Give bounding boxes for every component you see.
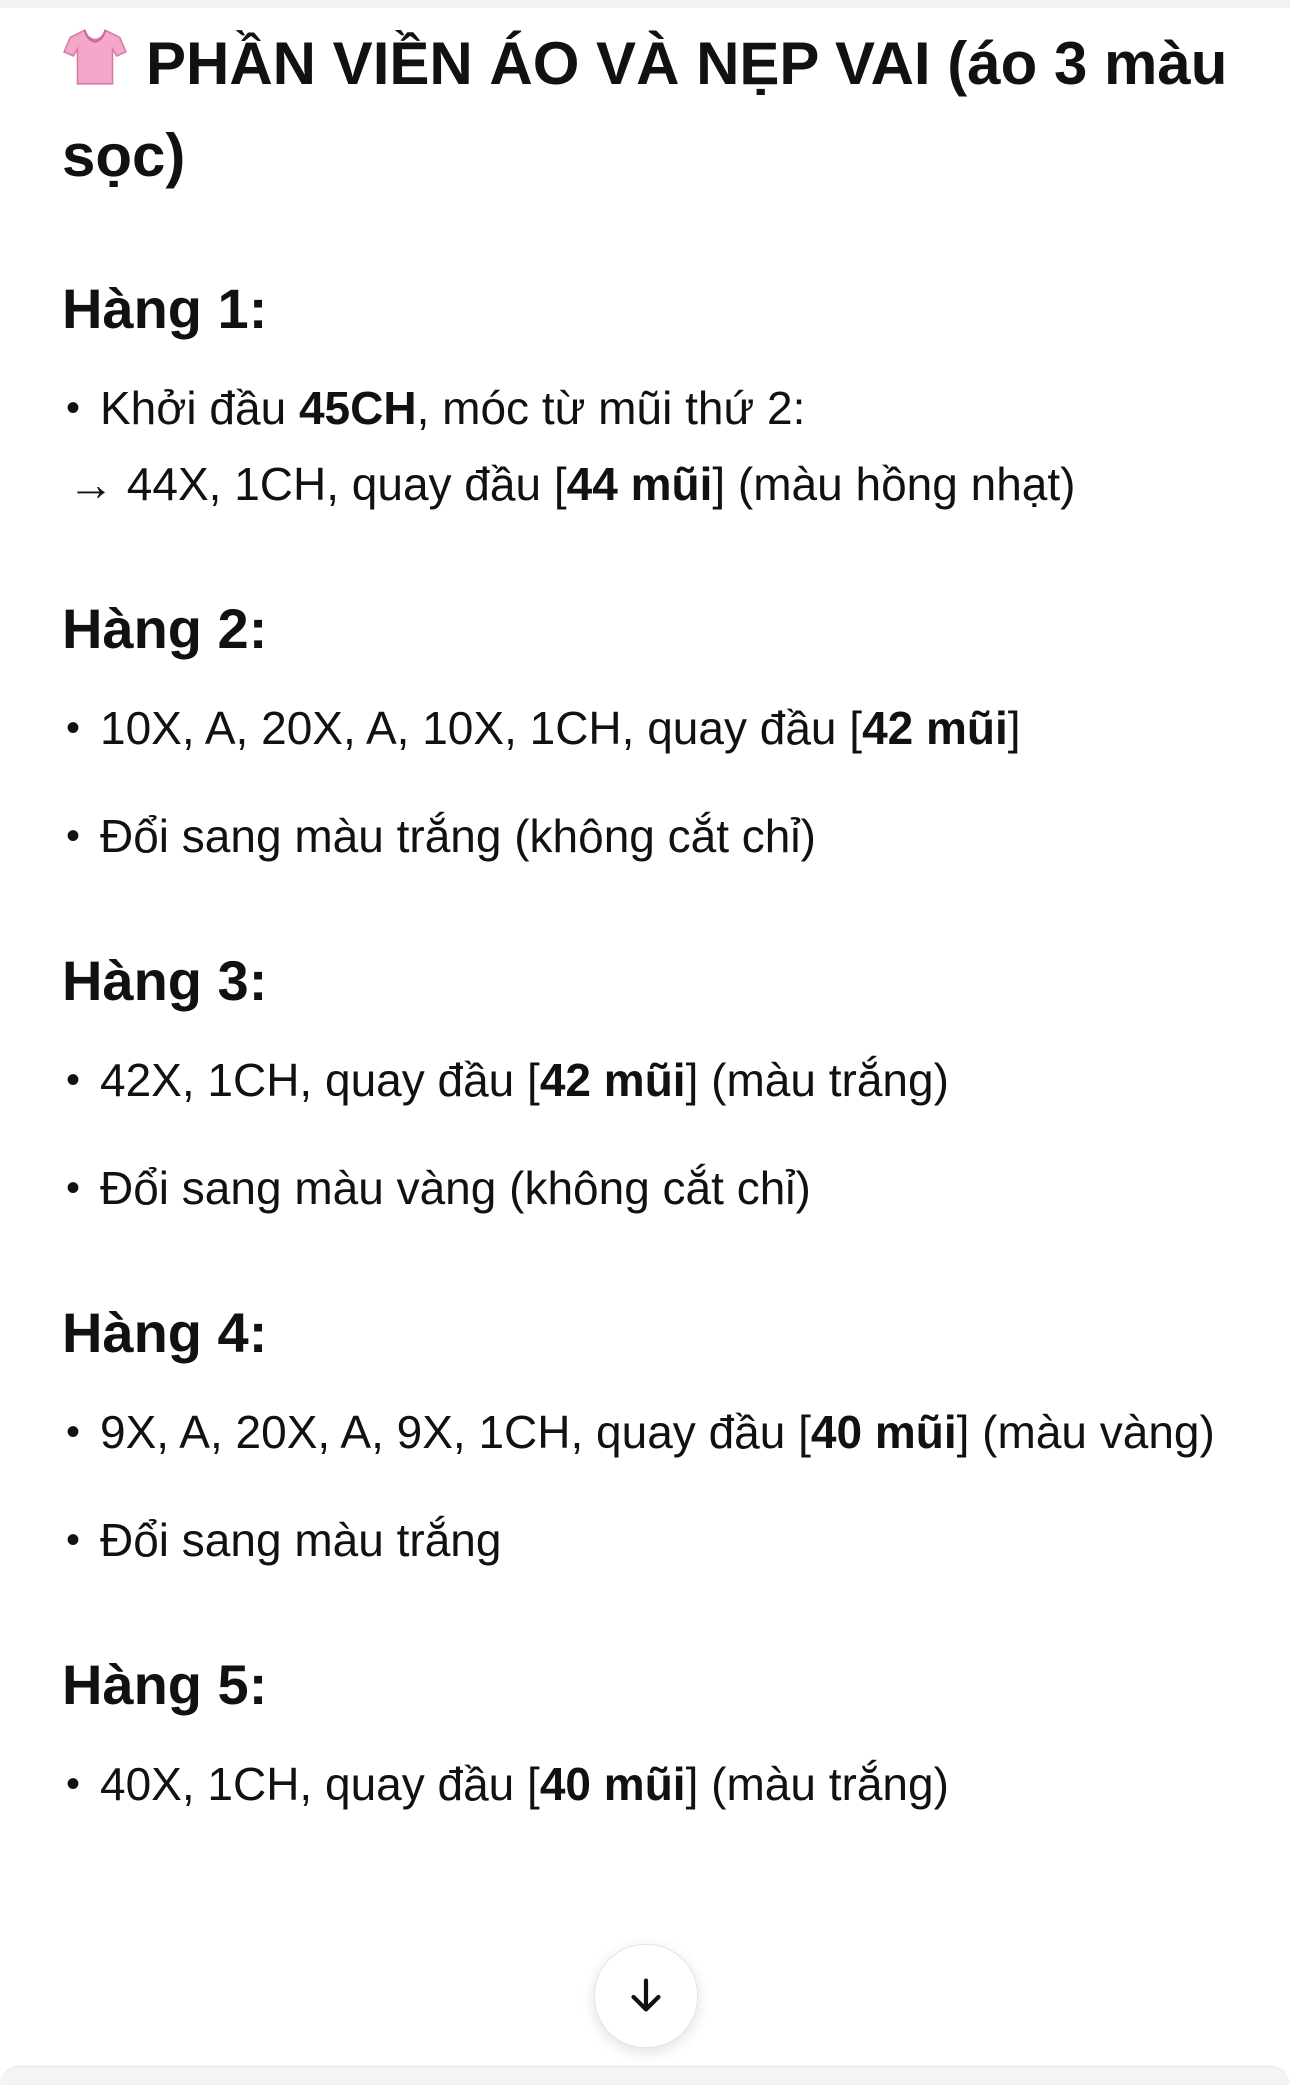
text-segment: ] (màu hồng nhạt) — [712, 458, 1076, 510]
bullet-icon: • — [66, 706, 81, 750]
bold-text: 45CH — [298, 382, 417, 434]
text-segment: ] (màu vàng) — [956, 1406, 1215, 1458]
row-heading: Hàng 1: — [62, 277, 268, 340]
bold-text: 40 mũi — [810, 1406, 957, 1458]
text-segment: Đổi sang màu trắng — [100, 1514, 502, 1566]
instruction-list — [62, 370, 1232, 522]
item-text — [100, 702, 1021, 754]
bullet-icon: • — [66, 1058, 81, 1102]
bullet-icon: • — [66, 814, 81, 858]
instruction-list — [62, 1746, 1232, 1822]
text-segment: 9X, A, 20X, A, 9X, 1CH, quay đầu [ — [100, 1406, 811, 1458]
bullet-icon: • — [66, 386, 81, 430]
list-item — [62, 370, 1232, 522]
text-segment: ] (màu trắng) — [685, 1054, 949, 1106]
text-segment: Đổi sang màu trắng (không cắt chỉ) — [100, 810, 816, 862]
bold-text: 42 mũi — [539, 1054, 686, 1106]
bold-text: 44 mũi — [566, 458, 713, 510]
list-item — [62, 1746, 1232, 1822]
item-text — [100, 1162, 811, 1214]
arrow-down-icon — [623, 1973, 669, 2019]
list-item — [62, 1042, 1232, 1118]
sections — [62, 274, 1232, 1822]
text-segment: 42X, 1CH, quay đầu [ — [100, 1054, 540, 1106]
text-segment: → 44X, 1CH, quay đầu [ — [68, 458, 567, 510]
bold-text: 40 mũi — [539, 1758, 686, 1810]
top-divider — [0, 0, 1290, 8]
message-content — [62, 18, 1232, 1822]
item-text — [100, 1406, 1215, 1458]
instruction-list — [62, 1042, 1232, 1226]
list-item — [62, 1150, 1232, 1226]
row-heading: Hàng 3: — [62, 949, 268, 1012]
bullet-icon: • — [66, 1410, 81, 1454]
item-text — [100, 1758, 949, 1810]
text-segment: Đổi sang màu vàng (không cắt chỉ) — [100, 1162, 811, 1214]
bullet-icon: • — [66, 1518, 81, 1562]
bold-text: 42 mũi — [862, 702, 1008, 754]
instruction-list — [62, 1394, 1232, 1578]
item-continuation — [68, 458, 1075, 510]
item-text — [100, 1054, 949, 1106]
bullet-icon: • — [66, 1166, 81, 1210]
list-item — [62, 1502, 1232, 1578]
bullet-icon: • — [66, 1762, 81, 1806]
instruction-list — [62, 690, 1232, 874]
list-item — [62, 798, 1232, 874]
text-segment: ] (màu trắng) — [685, 1758, 949, 1810]
list-item — [62, 690, 1232, 766]
text-segment: ] — [1007, 702, 1021, 754]
item-text — [100, 1514, 501, 1566]
scroll-to-bottom-button[interactable] — [594, 1944, 698, 2048]
item-text — [100, 382, 805, 434]
bottom-sheet-edge — [0, 2066, 1290, 2085]
text-segment: Khởi đầu — [100, 382, 299, 434]
list-item — [62, 1394, 1232, 1470]
row-heading: Hàng 2: — [62, 597, 268, 660]
text-segment: , móc từ mũi thứ 2: — [416, 382, 806, 434]
item-text — [100, 810, 816, 862]
text-segment: 10X, A, 20X, A, 10X, 1CH, quay đầu [ — [100, 702, 863, 754]
text-segment: 40X, 1CH, quay đầu [ — [100, 1758, 540, 1810]
t-shirt-icon — [62, 24, 128, 90]
title-text: PHẦN VIỀN ÁO VÀ NẸP VAI (áo 3 màu sọc) — [62, 30, 1228, 189]
row-heading: Hàng 5: — [62, 1653, 268, 1716]
row-heading: Hàng 4: — [62, 1301, 268, 1364]
page-title — [62, 18, 1232, 202]
